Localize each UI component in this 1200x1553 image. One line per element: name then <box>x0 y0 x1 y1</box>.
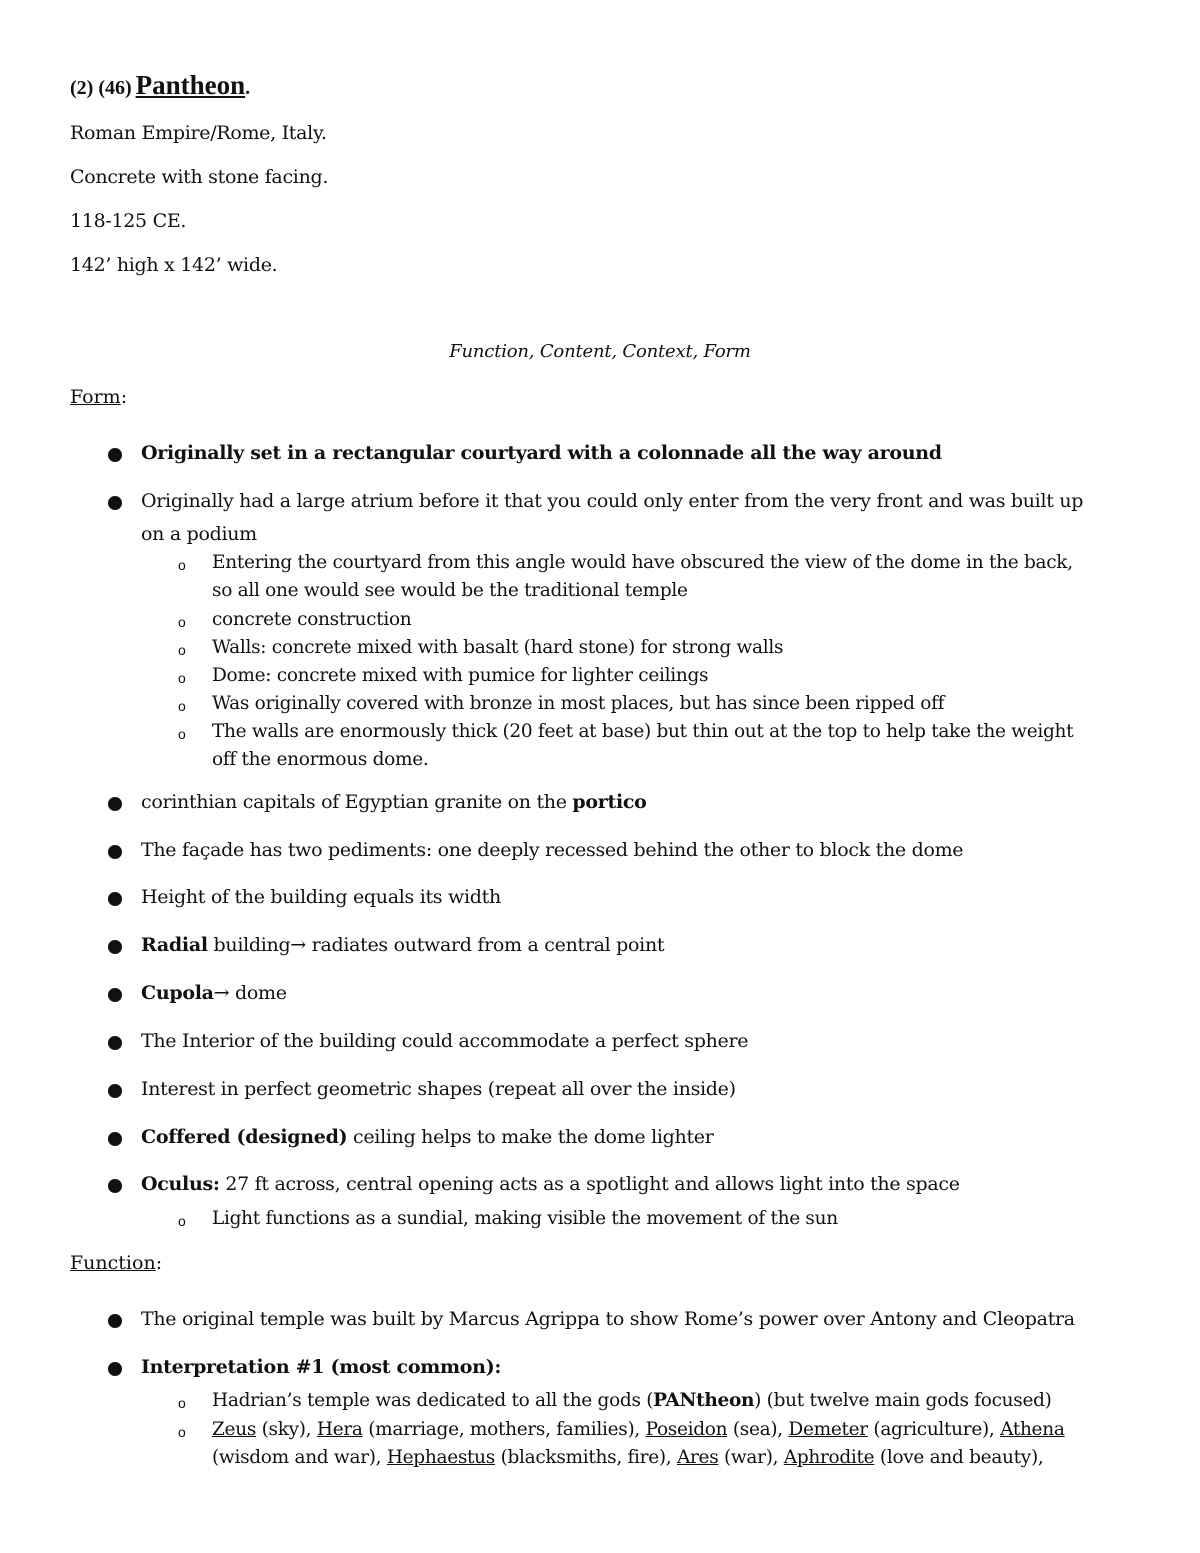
bullet-icon <box>108 985 126 1003</box>
god-athena: Athena <box>1000 1419 1065 1440</box>
sub-bullet-marker: o <box>178 726 186 742</box>
form-bullet-4: The façade has two pediments: one deeply recessed behind the other to block the dome <box>141 839 964 861</box>
form-bullet-2: Originally had a large atrium before it that you could only enter from the very front and was built up on a podium <box>141 490 1084 545</box>
god-hephaestus: Hephaestus <box>386 1447 495 1468</box>
sub-bullet-marker: o <box>178 1424 186 1440</box>
bullet-icon <box>108 889 126 907</box>
bullet-icon <box>108 1176 126 1194</box>
form-bullet-11: Oculus: 27 ft across, central opening acts as a spotlight and allows light into the space <box>141 1173 960 1195</box>
meta-date: 118-125 CE. <box>70 210 187 232</box>
form-heading: Form: <box>70 386 128 408</box>
function-sub-1: Hadrian’s temple was dedicated to all the gods (PANtheon) (but twelve main gods focused) <box>212 1390 1052 1411</box>
form-bullet-6: Radial building→ radiates outward from a central point <box>141 934 665 956</box>
title-suffix: . <box>245 77 251 99</box>
god-ares: Ares <box>676 1447 719 1468</box>
form-sub-3: Walls: concrete mixed with basalt (hard stone) for strong walls <box>212 637 784 658</box>
bullet-icon <box>108 1033 126 1051</box>
god-poseidon: Poseidon <box>645 1419 728 1440</box>
sub-bullet-marker: o <box>178 1395 186 1411</box>
form-sub-1: Entering the courtyard from this angle would have obscured the view of the dome in the back, so all one would see would be the traditional temple <box>212 552 1073 601</box>
bullet-icon <box>108 937 126 955</box>
sub-bullet-marker: o <box>178 670 186 686</box>
bullet-icon <box>108 493 126 511</box>
form-bullet-8: The Interior of the building could accommodate a perfect sphere <box>141 1030 749 1052</box>
bullet-icon <box>108 1129 126 1147</box>
document-title <box>70 70 250 101</box>
sub-bullet-marker: o <box>178 642 186 658</box>
function-heading: Function: <box>70 1252 163 1274</box>
form-sub-6: The walls are enormously thick (20 feet at base) but thin out at the top to help take the weight off the enormous dome. <box>212 721 1074 770</box>
bullet-icon <box>108 1081 126 1099</box>
subtitle: Function, Content, Context, Form <box>449 341 751 362</box>
bullet-icon <box>108 794 126 812</box>
sub-bullet-marker: o <box>178 557 186 573</box>
god-demeter: Demeter <box>788 1419 868 1440</box>
title-prefix: (2) (46) <box>70 77 132 99</box>
god-hera: Hera <box>316 1419 363 1440</box>
form-bullet-9: Interest in perfect geometric shapes (repeat all over the inside) <box>141 1078 736 1100</box>
sub-bullet-marker: o <box>178 698 186 714</box>
meta-size: 142’ high x 142’ wide. <box>70 254 278 276</box>
function-sub-gods: Zeus (sky), Hera (marriage, mothers, families), Poseidon (sea), Demeter (agriculture), Athena (wisdom and war), Hephaestus (blacksmiths, fire), Ares (war), Aphrodite (love and beauty), <box>212 1419 1065 1468</box>
sub-bullet-marker: o <box>178 614 186 630</box>
bullet-icon <box>108 1311 126 1329</box>
meta-material: Concrete with stone facing. <box>70 166 329 188</box>
form-sub-7: Light functions as a sundial, making visible the movement of the sun <box>212 1208 838 1229</box>
function-bullet-2: Interpretation #1 (most common): <box>141 1356 502 1378</box>
god-aphrodite: Aphrodite <box>783 1447 875 1468</box>
form-bullet-5: Height of the building equals its width <box>141 886 501 908</box>
god-zeus: Zeus <box>212 1419 257 1440</box>
form-sub-5: Was originally covered with bronze in most places, but has since been ripped off <box>212 693 945 714</box>
bullet-icon <box>108 445 126 463</box>
bullet-icon <box>108 1359 126 1377</box>
sub-bullet-marker: o <box>178 1213 186 1229</box>
form-bullet-3: corinthian capitals of Egyptian granite on the portico <box>141 791 647 813</box>
title-text: Pantheon <box>135 70 246 100</box>
form-bullet-1: Originally set in a rectangular courtyard with a colonnade all the way around <box>141 442 942 464</box>
form-sub-2: concrete construction <box>212 609 412 630</box>
bullet-icon <box>108 842 126 860</box>
form-bullet-10: Coffered (designed) ceiling helps to make the dome lighter <box>141 1126 714 1148</box>
meta-location: Roman Empire/Rome, Italy. <box>70 122 327 144</box>
form-bullet-7: Cupola→ dome <box>141 982 287 1004</box>
function-bullet-1: The original temple was built by Marcus Agrippa to show Rome’s power over Antony and Cleopatra <box>141 1308 1075 1330</box>
form-sub-4: Dome: concrete mixed with pumice for lighter ceilings <box>212 665 709 686</box>
